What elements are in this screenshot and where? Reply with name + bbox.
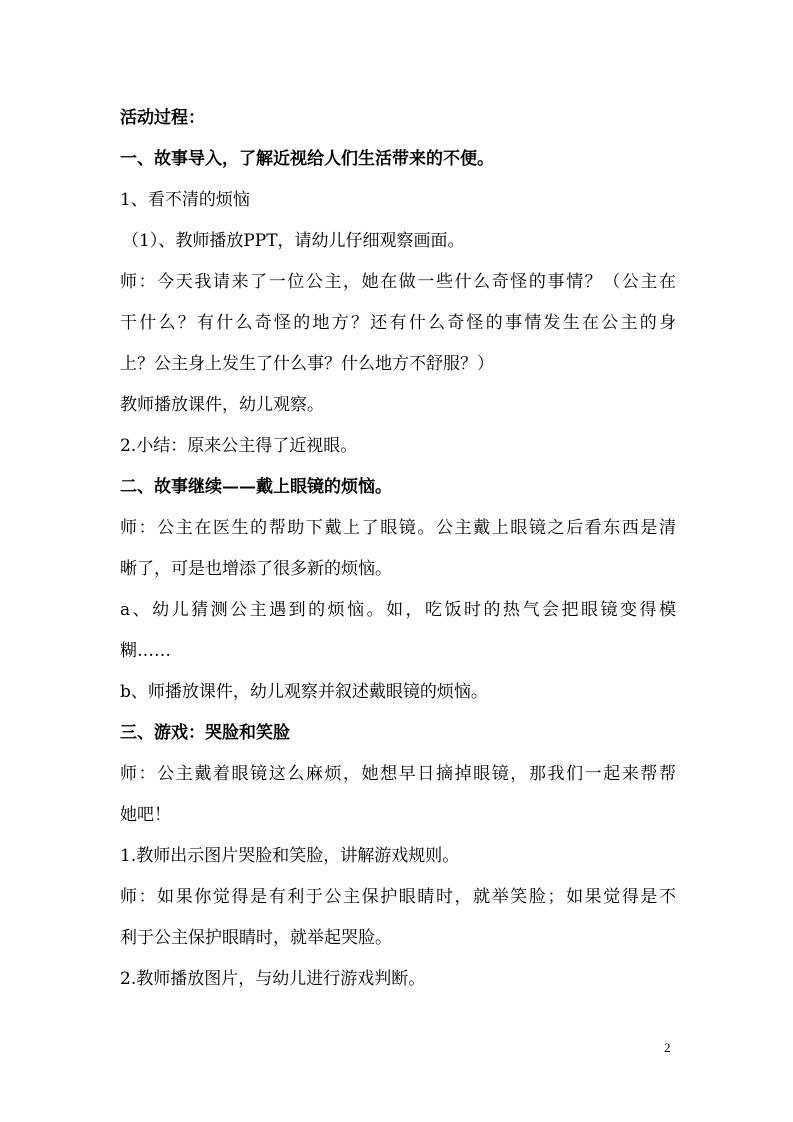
paragraph-describe-troubles: b、师播放课件，幼儿观察并叙述戴眼镜的烦恼。 xyxy=(120,682,488,702)
section-heading-story-intro: 一、故事导入，了解近视给人们生活带来的不便。 xyxy=(120,149,494,169)
document-body xyxy=(120,98,676,1000)
section-heading-game: 三、游戏：哭脸和笑脸 xyxy=(120,723,290,743)
paragraph-rules-detail-line-2: 利于公主保护眼睛时，就举起哭脸。 xyxy=(120,928,392,948)
paragraph-game-judgement: 2.教师播放图片，与幼儿进行游戏判断。 xyxy=(120,969,426,989)
paragraph-game-rules: 1.教师出示图片哭脸和笑脸，讲解游戏规则。 xyxy=(120,846,460,866)
paragraph-teacher-question-line-3: 上？公主身上发生了什么事？什么地方不舒服？） xyxy=(120,354,494,374)
section-heading-story-continues: 二、故事继续——戴上眼镜的烦恼。 xyxy=(120,477,392,497)
paragraph-summary: 2.小结：原来公主得了近视眼。 xyxy=(120,436,358,456)
paragraph-guess-line-2: 糊…… xyxy=(120,641,171,661)
paragraph-rules-detail-line-1: 师：如果你觉得是有利于公主保护眼睛时，就举笑脸；如果觉得是不 xyxy=(120,887,676,907)
paragraph-glasses-line-2: 晰了，可是也增添了很多新的烦恼。 xyxy=(120,559,392,579)
paragraph-play-courseware: 教师播放课件，幼儿观察。 xyxy=(120,395,324,415)
paragraph-teacher-question-line-1: 师：今天我请来了一位公主，她在做一些什么奇怪的事情？（公主在 xyxy=(120,272,676,292)
page-number: 2 xyxy=(664,1040,671,1055)
paragraph-teacher-question-line-2: 干什么？有什么奇怪的地方？还有什么奇怪的事情发生在公主的身 xyxy=(120,313,676,333)
paragraph-help-princess-line-1: 师：公主戴着眼镜这么麻烦，她想早日摘掉眼镜，那我们一起来帮帮 xyxy=(120,764,676,784)
paragraph-help-princess-line-2: 她吧！ xyxy=(120,805,171,825)
paragraph-step-1: （1）、教师播放PPT，请幼儿仔细观察画面。 xyxy=(122,231,465,251)
subheading-cannot-see-clearly: 1、看不清的烦恼 xyxy=(120,190,250,210)
section-heading-activity-process: 活动过程： xyxy=(120,108,205,128)
paragraph-guess-line-1: a、幼儿猜测公主遇到的烦恼。如，吃饭时的热气会把眼镜变得模 xyxy=(120,600,676,620)
paragraph-glasses-line-1: 师：公主在医生的帮助下戴上了眼镜。公主戴上眼镜之后看东西是清 xyxy=(120,518,676,538)
